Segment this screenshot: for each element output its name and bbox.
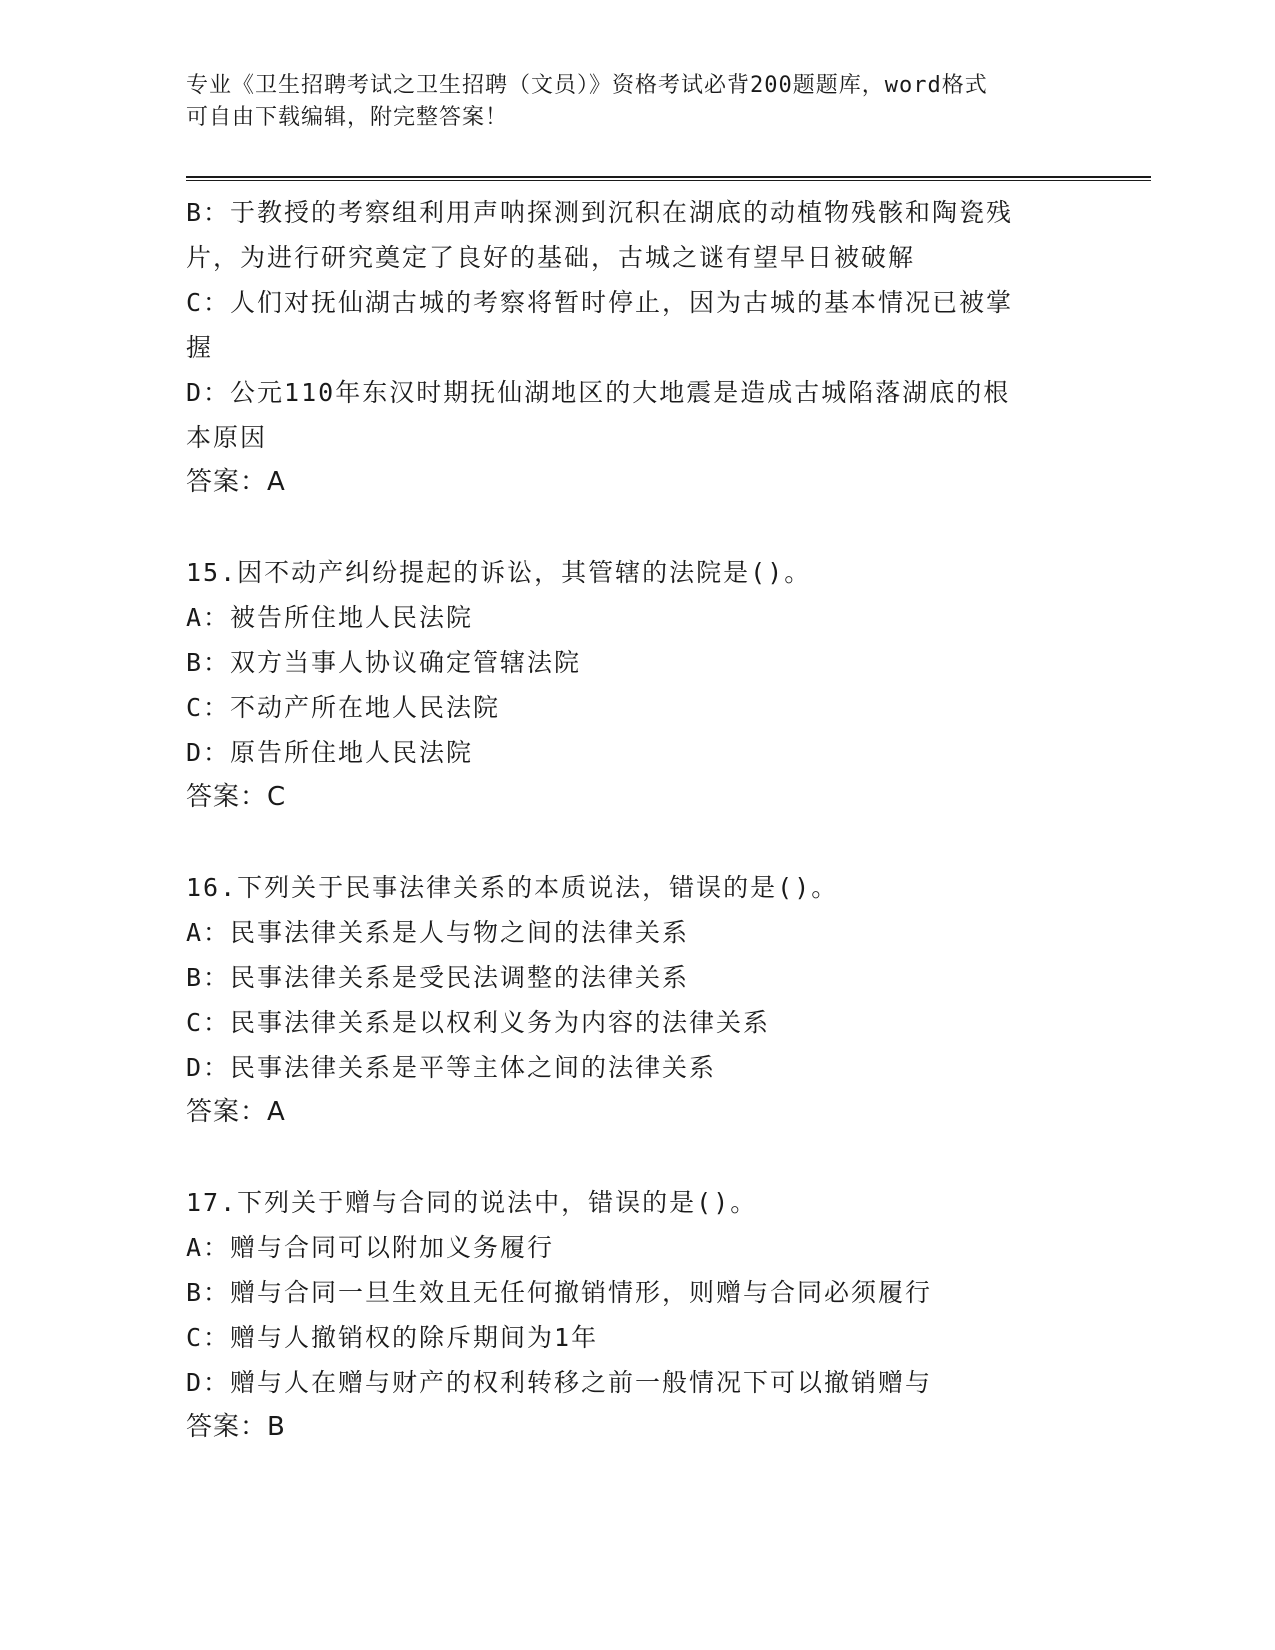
spacer xyxy=(186,505,1066,550)
header-divider xyxy=(186,176,1151,181)
option-a: A：民事法律关系是人与物之间的法律关系 xyxy=(186,918,690,947)
document-page xyxy=(186,70,1151,1442)
option-c: C：赠与人撤销权的除斥期间为1年 xyxy=(186,1323,599,1352)
question-16 xyxy=(186,865,1066,1135)
option-d: D：民事法律关系是平等主体之间的法律关系 xyxy=(186,1053,717,1082)
answer: 答案：A xyxy=(186,467,286,497)
answer: 答案：B xyxy=(186,1412,286,1442)
spacer xyxy=(186,820,1066,865)
spacer xyxy=(186,1135,1066,1180)
question-15 xyxy=(186,550,1066,820)
question-text: 15.因不动产纠纷提起的诉讼，其管辖的法院是()。 xyxy=(186,558,812,587)
document-header xyxy=(186,70,1151,134)
option-c-line-1: C：人们对抚仙湖古城的考察将暂时停止，因为古城的基本情况已被掌 xyxy=(186,288,1014,317)
option-d-line-1: D：公元110年东汉时期抚仙湖地区的大地震是造成古城陷落湖底的根 xyxy=(186,378,1011,407)
question-list xyxy=(186,190,1066,1450)
option-b: B：赠与合同一旦生效且无任何撤销情形，则赠与合同必须履行 xyxy=(186,1278,933,1307)
option-b: B：双方当事人协议确定管辖法院 xyxy=(186,648,582,677)
option-d: D：赠与人在赠与财产的权利转移之前一般情况下可以撤销赠与 xyxy=(186,1368,933,1397)
option-d-line-2: 本原因 xyxy=(186,423,268,452)
answer: 答案：A xyxy=(186,1097,286,1127)
question-text: 16.下列关于民事法律关系的本质说法，错误的是()。 xyxy=(186,873,839,902)
header-title-line-1: 专业《卫生招聘考试之卫生招聘（文员）》资格考试必背200题题库，word格式 xyxy=(186,73,988,98)
option-c-line-2: 握 xyxy=(186,333,214,362)
option-b-line-1: B：于教授的考察组利用声呐探测到沉积在湖底的动植物残骸和陶瓷残 xyxy=(186,198,1014,227)
option-c: C：民事法律关系是以权利义务为内容的法律关系 xyxy=(186,1008,771,1037)
question-17 xyxy=(186,1180,1066,1450)
option-b: B：民事法律关系是受民法调整的法律关系 xyxy=(186,963,690,992)
option-c: C：不动产所在地人民法院 xyxy=(186,693,501,722)
answer: 答案：C xyxy=(186,782,287,812)
question-14-continued xyxy=(186,190,1066,505)
header-title-line-2: 可自由下载编辑，附完整答案！ xyxy=(186,105,509,130)
option-b-line-2: 片，为进行研究奠定了良好的基础，古城之谜有望早日被破解 xyxy=(186,243,916,272)
option-d: D：原告所住地人民法院 xyxy=(186,738,474,767)
question-text: 17.下列关于赠与合同的说法中，错误的是()。 xyxy=(186,1188,758,1217)
option-a: A：赠与合同可以附加义务履行 xyxy=(186,1233,555,1262)
option-a: A：被告所住地人民法院 xyxy=(186,603,474,632)
